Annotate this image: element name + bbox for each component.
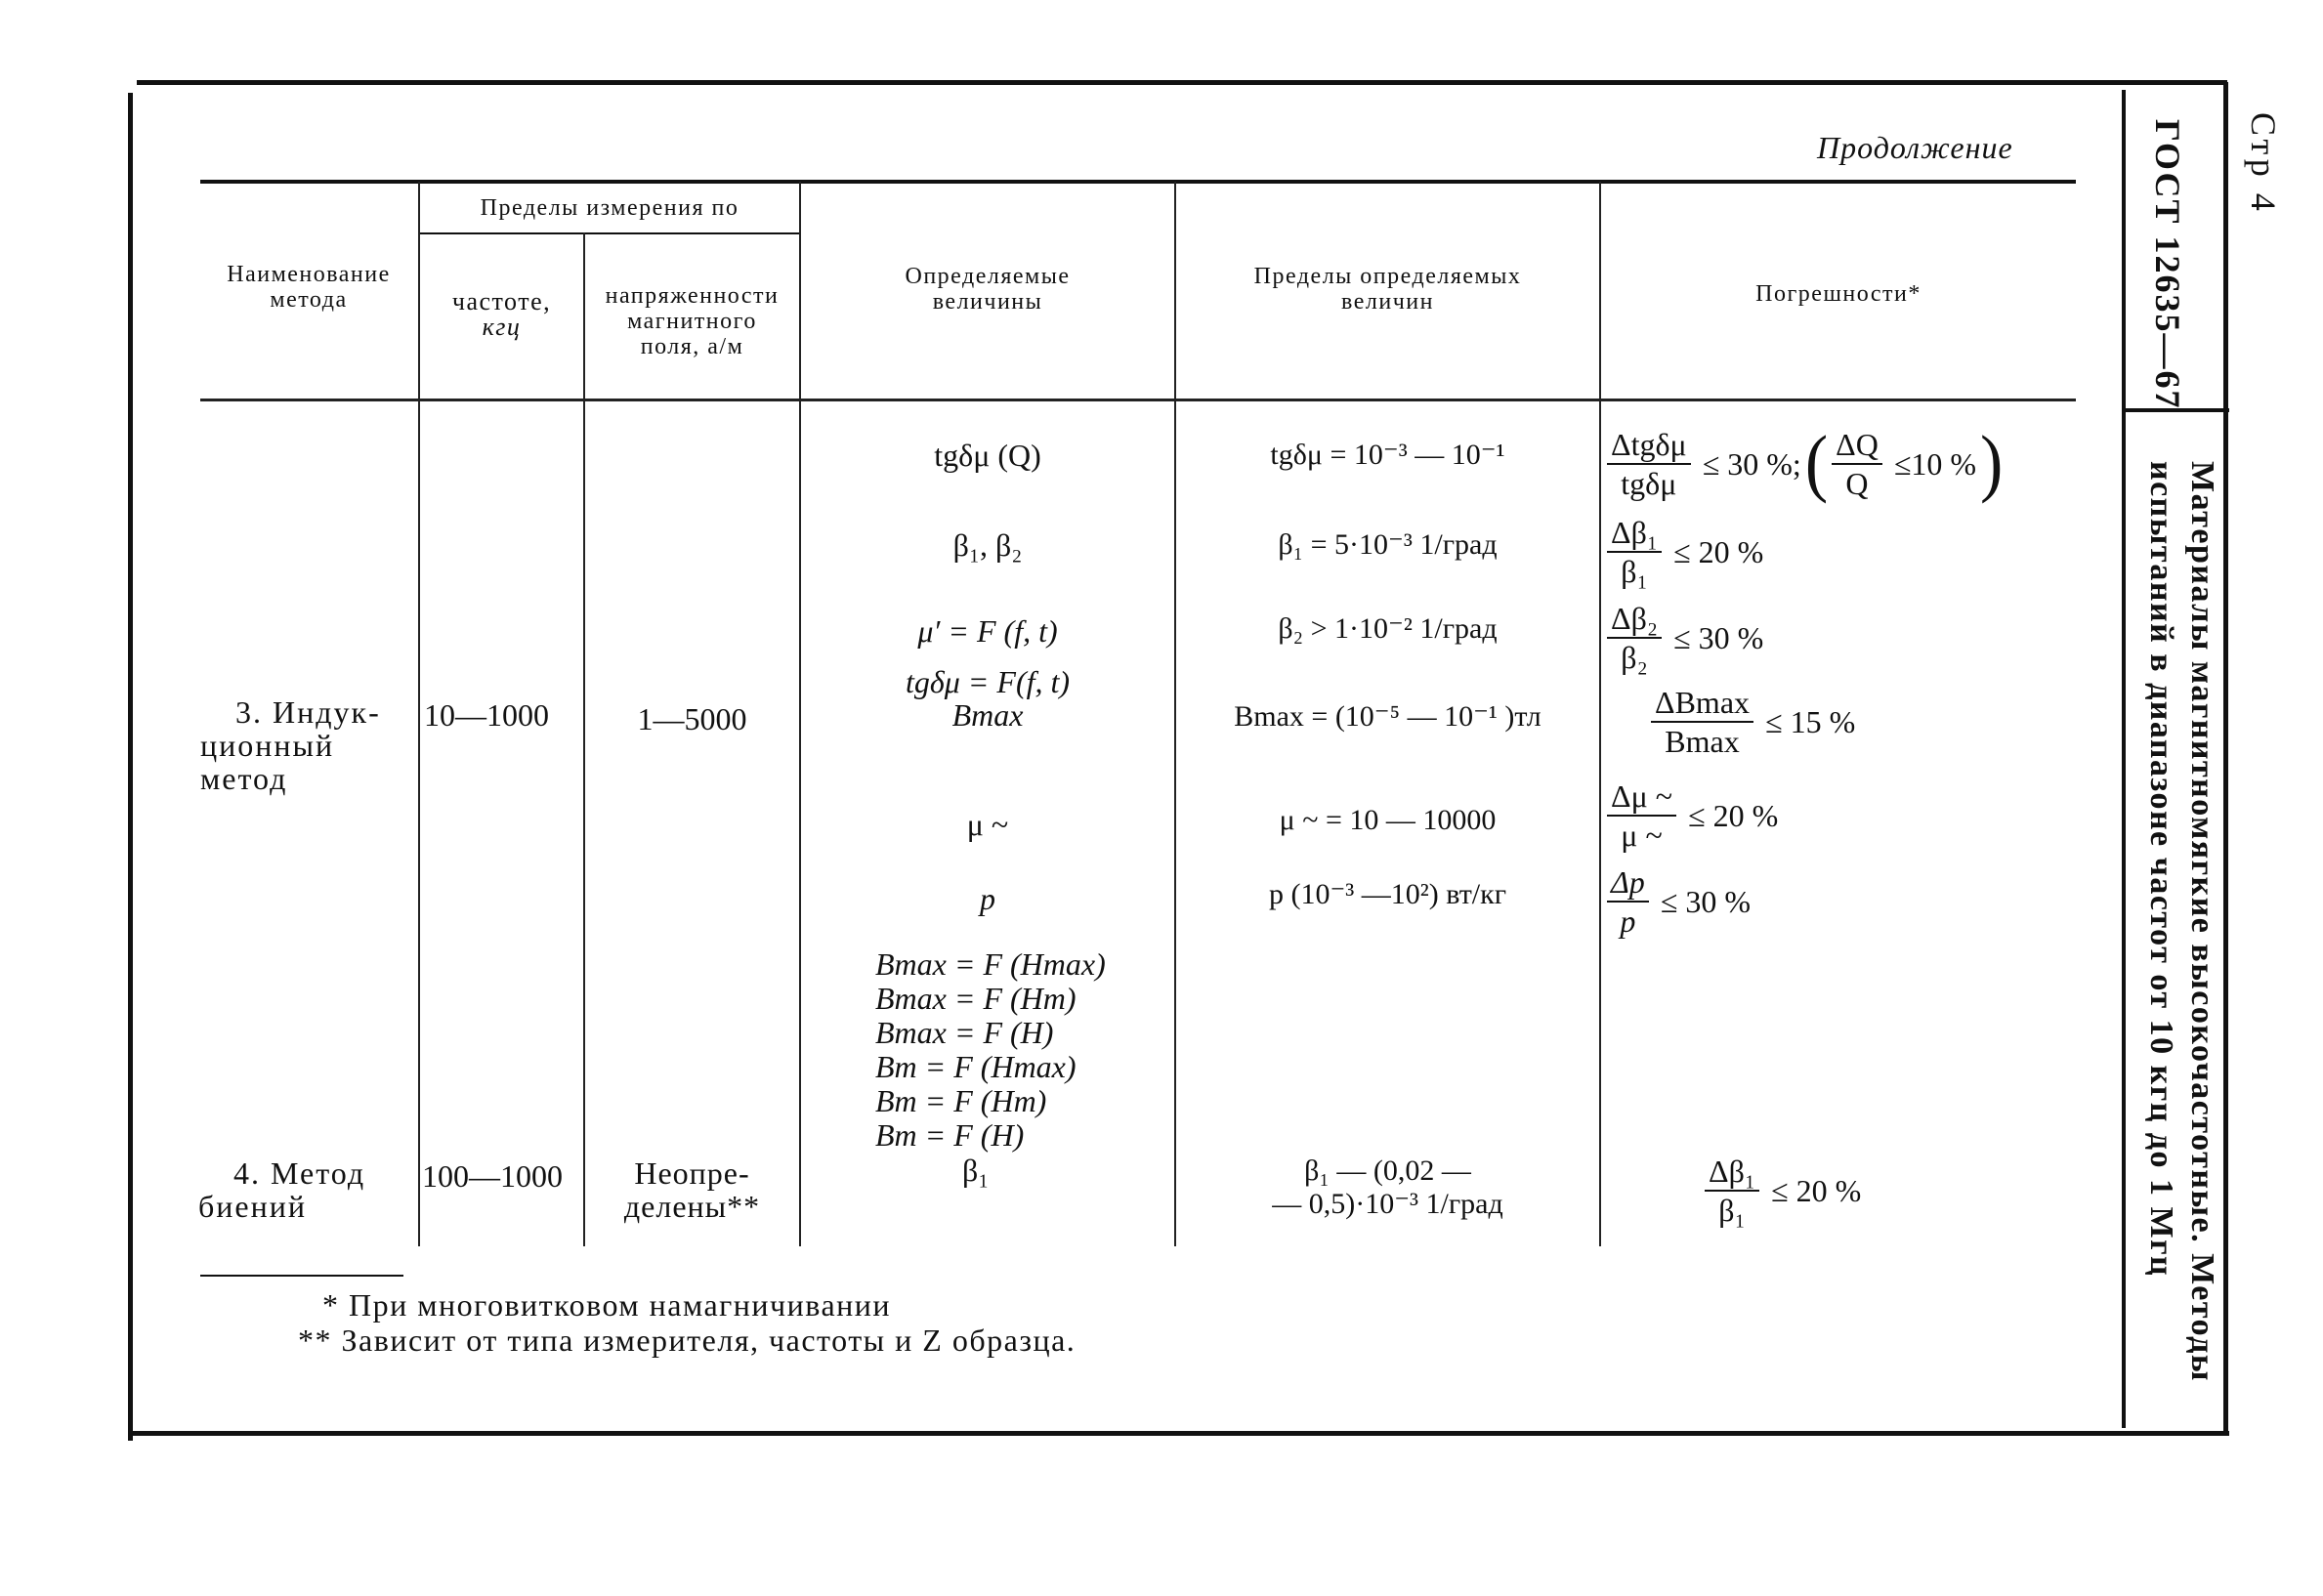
row-3-error: $\frac{\text{Δtgδμ}}{\text{tgδμ}}$ ≤ 30 %; ( $\frac{\Delta Q}{Q}$ ≤10 % ): [1607, 426, 2006, 502]
frame-top-rule: [137, 80, 2227, 85]
header-method: Наименование метода: [227, 262, 391, 313]
row-3-limit: p (10⁻³ —10²) вт/кг: [1268, 878, 1507, 910]
column-rule: [418, 182, 420, 1246]
row-3-quantity: tgδμ = F(f, t): [905, 664, 1071, 699]
row-4-error: $\frac{\text{Δβ₁}}{\text{β₁}}$ ≤ 20 %: [1705, 1153, 1861, 1229]
row-3-limit: tgδμ = 10⁻³ — 10⁻¹: [1270, 439, 1505, 471]
continuation-label: Продолжение: [1817, 130, 2013, 165]
row-4-method: 4. Метод биений: [198, 1155, 366, 1224]
header-bottom-rule: [200, 399, 2076, 401]
row-4-limit: β₁ — (0,02 — — 0,5)·10⁻³ 1/град: [1272, 1155, 1503, 1220]
row-3-error: $\frac{\text{Δβ₂}}{\text{β₂}}$ ≤ 30 %: [1607, 600, 1763, 676]
header-field: напряженности магнитного поля, а/м: [605, 283, 780, 359]
row-3-quantity: μ′ = F (f, t): [917, 613, 1058, 649]
document-title: [2142, 461, 2220, 1382]
row-4-quantity: β₁: [962, 1153, 990, 1188]
error-fraction: $\frac{\text{Δtgδμ}}{\text{tgδμ}}$: [1607, 426, 1691, 502]
document-title-line-1: Материалы магнитномягкие высокочастотные. Методы: [2184, 461, 2220, 1382]
right-parenthesis: ): [1980, 422, 2004, 505]
error-fraction: $\frac{\Delta Q}{Q}$: [1832, 426, 1882, 502]
error-fraction: $\frac{\Delta\mu \sim}{\mu \sim}$: [1607, 777, 1676, 854]
row-4-field: Неопре- делены**: [623, 1155, 761, 1224]
gost-number: ГОСТ 12635—67: [2148, 119, 2187, 410]
row-3-error: $\frac{\Delta Bmax}{Bmax}$ ≤ 15 %: [1651, 684, 1855, 760]
row-3-dependency: Bmax = F (Hm): [875, 981, 1077, 1016]
document-title-line-2: испытаний в диапазоне частот от 10 кгц до 1 Мгц: [2143, 461, 2179, 1278]
footnote-rule: [200, 1275, 403, 1277]
frame-right-rule: [2223, 82, 2228, 1436]
row-3-quantity: β₁, β₂: [952, 527, 1023, 563]
row-3-quantity: μ ~: [966, 807, 1009, 842]
header-quantities: Определяемые величины: [905, 264, 1071, 315]
row-3-method: 3. Индук- ционный метод: [200, 694, 381, 796]
row-3-limit: β₁ = 5·10⁻³ 1/град: [1278, 528, 1498, 561]
footnote: * При многовитковом намагничивании: [322, 1287, 892, 1323]
column-rule: [583, 232, 585, 1246]
header-limits-group: Пределы измерения по: [480, 195, 739, 221]
row-3-error: $\frac{\Delta\mu \sim}{\mu \sim}$ ≤ 20 %: [1607, 777, 1778, 854]
frame-left-rule: [128, 93, 133, 1441]
error-fraction: $\frac{\text{Δβ₁}}{\text{β₁}}$: [1705, 1153, 1759, 1229]
row-3-dependency: Bm = F (Hmax): [875, 1049, 1077, 1084]
left-parenthesis: (: [1804, 422, 1829, 505]
error-fraction: $\frac{\Delta p}{p}$: [1607, 863, 1649, 940]
row-3-error: $\frac{\text{Δβ₁}}{\text{β₁}}$ ≤ 20 %: [1607, 514, 1763, 590]
page-number: Стр 4: [2244, 112, 2283, 215]
column-rule: [1599, 182, 1601, 1246]
error-fraction: $\frac{\Delta Bmax}{Bmax}$: [1651, 684, 1753, 760]
row-3-quantity: Bmax: [951, 697, 1024, 733]
row-3-dependency: Bmax = F (H): [875, 1015, 1054, 1050]
row-4-frequency: 100—1000: [422, 1158, 563, 1194]
row-3-frequency: 10—1000: [424, 697, 549, 733]
row-3-quantity: tgδμ (Q): [934, 438, 1041, 473]
row-3-dependency: Bm = F (Hm): [875, 1083, 1047, 1118]
row-3-dependency: Bm = F (H): [875, 1117, 1025, 1153]
row-3-quantity: p: [980, 881, 995, 916]
header-errors: Погрешности*: [1755, 281, 1922, 307]
row-3-limit: Bmax = (10⁻⁵ — 10⁻¹ )тл: [1234, 700, 1542, 733]
row-3-limit: β₂ > 1·10⁻² 1/град: [1278, 612, 1498, 645]
side-divider: [2122, 90, 2126, 1428]
footnote: ** Зависит от типа измерителя, частоты и Z образца.: [298, 1323, 1077, 1358]
row-3-field: 1—5000: [637, 701, 747, 736]
error-fraction: $\frac{\text{Δβ₁}}{\text{β₁}}$: [1607, 514, 1662, 590]
row-3-error: $\frac{\Delta p}{p}$ ≤ 30 %: [1607, 863, 1751, 940]
header-quantity-limits: Пределы определяемых величин: [1253, 264, 1522, 315]
group-header-rule: [420, 232, 799, 234]
row-3-dependency: Bmax = F (Hmax): [875, 946, 1106, 982]
frame-bottom-rule: [129, 1431, 2229, 1436]
row-3-limit: μ ~ = 10 — 10000: [1279, 804, 1497, 836]
table-top-rule: [200, 180, 2076, 184]
error-fraction: $\frac{\text{Δβ₂}}{\text{β₂}}$: [1607, 600, 1662, 676]
header-frequency: частоте, кгц: [451, 287, 552, 341]
row-3-dependency-list: [875, 947, 1106, 1153]
